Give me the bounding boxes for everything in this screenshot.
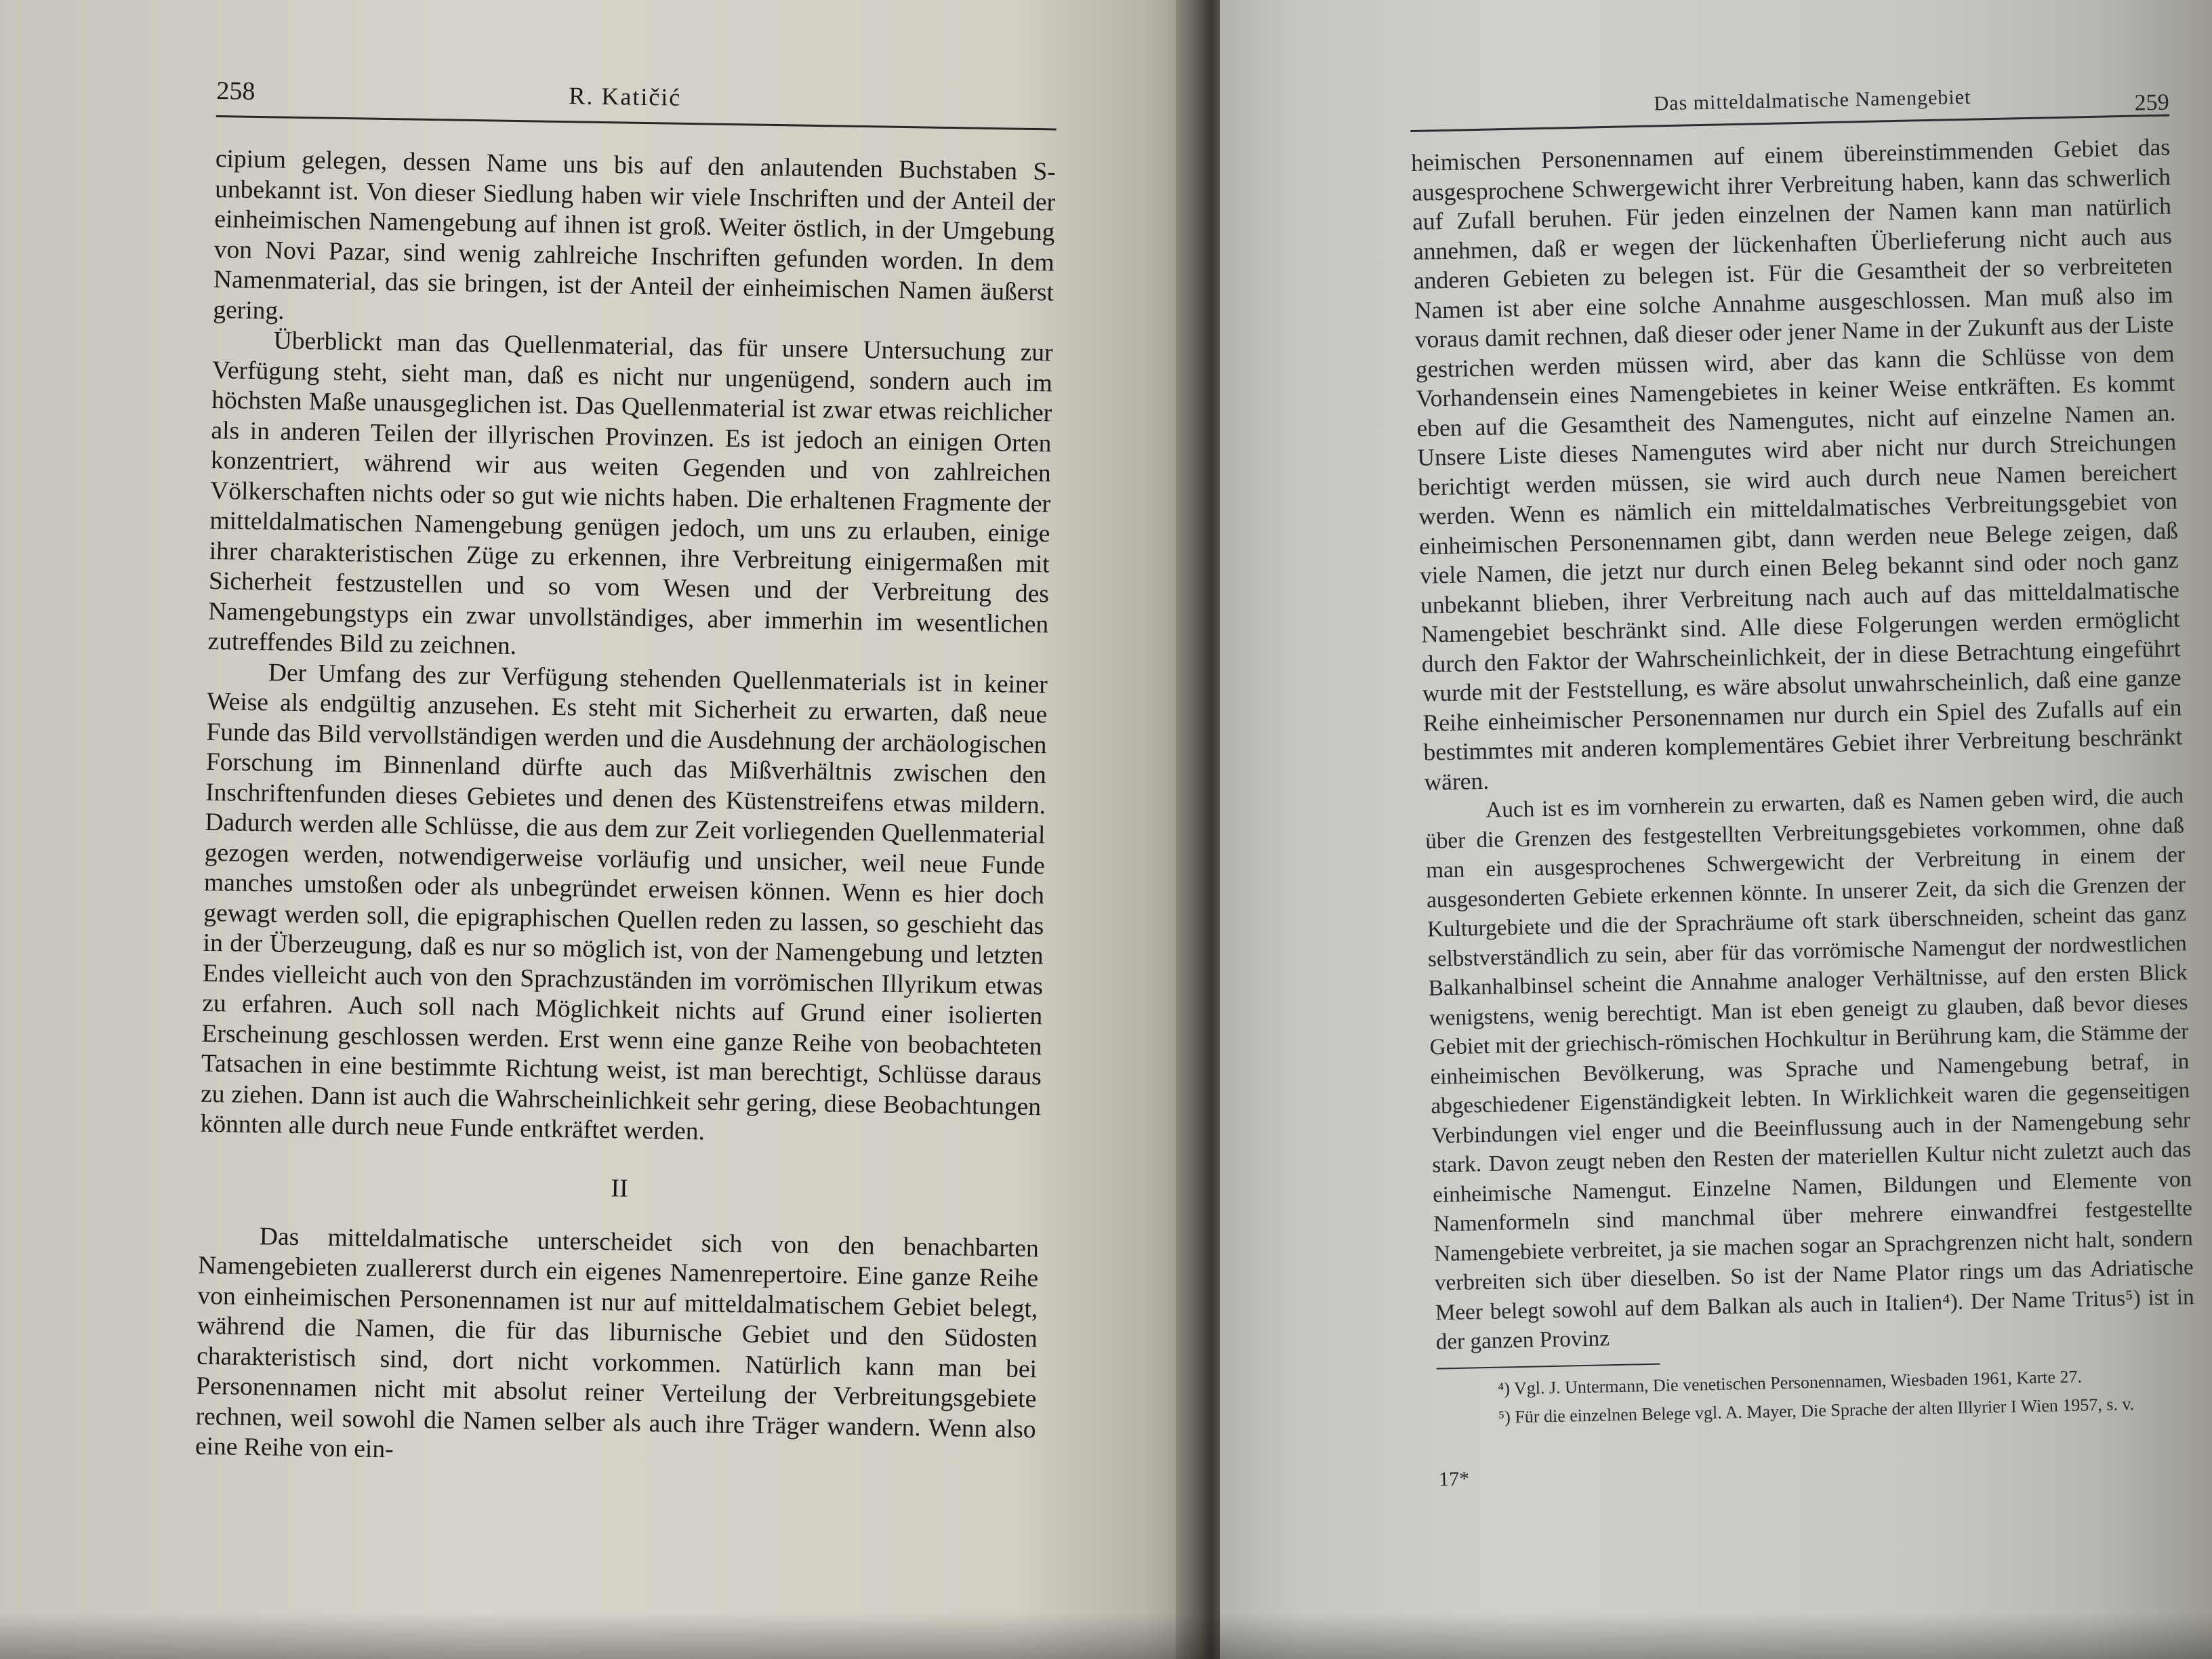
- page-number-left: 258: [216, 76, 255, 106]
- section-paragraph: Das mitteldalmatische unterscheidet sich von den benachbarten Namengebieten zuallererst durch ein eigenes Namenrepertoire. Eine ganze Reihe von einheimischen Personennamen ist nur auf mitteldalmatischem Gebiet belegt, während die Namen, die für das liburnische Gebiet und den Südosten charakteristisch sind, dort nicht vorkommen. Natürlich kann man bei Personennamen nicht mit absolut reiner Verteilung der Verbreitungsgebiete rechnen, weil sowohl die Namen selber als auch ihre Träger wandern. Wenn also eine Reihe von ein-: [194, 1222, 1040, 1464]
- running-head-right: Das mitteldalmatische Namengebiet: [1654, 85, 1971, 115]
- right-page-content: [1410, 73, 2198, 1492]
- running-head-left: R. Katičić: [569, 82, 682, 111]
- signature-mark: 17*: [1438, 1467, 1470, 1491]
- right-paragraph-2: Auch ist es im vornherein zu erwarten, daß es Namen geben wird, die auch über die Grenzen des festgestellten Verbreitungsgebietes vorkommen, ohne daß man ein ausgesprochenes Schwergewicht der Verbreitung in einem der ausgesonderten Gebiete erkennen könnte. In unserer Zeit, da sich die Grenzen der Kulturgebiete und die der Sprachräume oft stark überschneiden, scheint das ganz selbstverständlich zu sein, aber für das vorrömische Namengut der nordwestlichen Balkanhalbinsel scheint die Annahme analoger Verhältnisse, auf den ersten Blick wenigstens, wenig berechtigt. Man ist eben geneigt zu glauben, daß bevor dieses Gebiet mit der griechisch-römischen Hochkultur in Berührung kam, die Stämme der einheimischen Bevölkerung, was Sprache und Namengebung betraf, in abgeschiedener Eigenständigkeit lebten. In Wirklichkeit waren die gegenseitigen Verbindungen viel enger und die Beeinflussung auch in der Namengebung sehr stark. Davon zeugt neben den Resten der materiellen Kultur nicht zuletzt auch das einheimische Namengut. Einzelne Namen, Bildungen und Elemente von Namenformeln sind manchmal über mehrere einwandfrei festgestellte Namengebiete verbreitet, ja sie machen sogar an Sprachgrenzen nicht halt, sondern verbreiten sich über dieselben. So ist der Name Plator rings um das Adriatische Meer belegt sowohl auf dem Balkan als auch in Italien⁴). Der Name Tritus⁵) ist in der ganzen Provinz: [1425, 783, 2194, 1355]
- footnote-rule: [1437, 1363, 1660, 1369]
- page-number-right: 259: [2134, 89, 2170, 116]
- right-page: [1220, 0, 2212, 1659]
- left-paragraph-3: Der Umfang des zur Verfügung stehenden Quellenmaterials ist in keiner Weise als endgültig anzusehen. Es steht mit Sicherheit zu erwarten, daß neue Funde das Bild vervollständigen werden und die Ausdehnung der archäologischen Forschung im Binnenland dürfte auch das Mißverhältnis zwischen den Inschriftenfunden dieses Gebietes und denen des Küstenstreifens etwas mildern. Dadurch werden alle Schlüsse, die aus dem zur Zeit vorliegenden Quellenmaterial gezogen werden, notwendigerweise vorläufig und unsicher, weil neue Funde manches umstoßen oder als unbegründet erweisen können. Wenn es hier doch gewagt werden soll, die epigraphischen Quellen reden zu lassen, so geschieht das in der Überzeugung, daß es nur so möglich ist, von der Namengebung und letzten Endes vielleicht auch von den Sprachzuständen im vorrömischen Illyrikum etwas zu erfahren. Auch soll nach Möglichkeit nichts auf Grund einer isolierten Erscheinung geschlossen werden. Erst wenn eine ganze Reihe von beobachteten Tatsachen in eine bestimmte Richtung weist, ist man berechtigt, Schlüsse daraus zu ziehen. Dann ist auch die Wahrscheinlichkeit sehr gering, diese Beobachtungen könnten alle durch neue Funde entkräftet werden.: [200, 658, 1048, 1146]
- footnote-4: ⁴) Vgl. J. Untermann, Die venetischen Personennamen, Wiesbaden 1961, Karte 27.: [1497, 1366, 2083, 1399]
- left-page-content: [195, 68, 1057, 1475]
- bottom-shadow: [0, 1613, 2212, 1659]
- right-paragraph-1: heimischen Personennamen auf einem übereinstimmenden Gebiet das ausgesprochene Schwergewicht ihrer Verbreitung haben, kann das schwerlich auf Zufall beruhen. Für jeden einzelnen der Namen kann man natürlich annehmen, daß er wegen der lückenhaften Überlieferung nicht auch aus anderen Gebieten zu belegen ist. Für die Gesamtheit der so verbreiteten Namen ist aber eine solche Annahme ausgeschlossen. Man muß also im voraus damit rechnen, daß dieser oder jener Name in der Zukunft aus der Liste gestrichen werden müssen wird, aber das kann die Schlüsse von dem Vorhandensein eines Namengebietes in keiner Weise entkräften. Es kommt eben auf die Gesamtheit des Namengutes, nicht auf einzelne Namen an. Unsere Liste dieses Namengutes wird aber nicht nur durch Streichungen berichtigt werden müssen, sie wird auch durch neue Namen bereichert werden. Wenn es nämlich ein mitteldalmatisches Verbreitungsgebiet von einheimischen Personennamen gibt, dann werden neue Belege zeigen, daß viele Namen, die jetzt nur durch einen Beleg bekannt sind oder noch ganz unbekannt blieben, ihrer Verbreitung nach auch auf das mitteldalmatische Namengebiet beschränkt sind. Alle diese Folgerungen werden ermöglicht durch den Faktor der Wahrscheinlichkeit, der in diese Betrachtung eingeführt wurde mit der Feststellung, es wäre absolut unwahrscheinlich, daß eine ganze Reihe einheimischer Personennamen nur durch ein Spiel des Zufalls auf ein bestimmtes mit anderen komplementäres Gebiet ihrer Verbreitung beschränkt wären.: [1410, 133, 2183, 796]
- section-heading: II: [611, 1173, 629, 1203]
- left-paragraph-1: cipium gelegen, dessen Name uns bis auf den anlautenden Buchstaben S- unbekannt ist. Von dieser Siedlung haben wir viele Inschriften und der Anteil der einheimischen Namengebung auf ihnen ist groß. Weiter östlich, in der Umgebung von Novi Pazar, sind wenig zahlreiche Inschriften gefunden worden. In dem Namenmaterial, das sie bringen, ist der Anteil der einheimischen Namen äußerst gering.: [213, 144, 1057, 325]
- left-paragraph-2: Überblickt man das Quellenmaterial, das für unsere Untersuchung zur Verfügung steht, sieht man, daß es nicht nur ungenügend, sondern auch im höchsten Maße unausgeglichen ist. Das Quellenmaterial ist zwar etwas reichlicher als in anderen Teilen der illyrischen Provinzen. Es ist jedoch an einigen Orten konzentriert, während wir aus weiten Gegenden und von zahlreichen Völkerschaften nichts oder so gut wie nichts haben. Die erhaltenen Fragmente der mitteldalmatischen Namengebung genügen jedoch, um uns zu erlauben, einige ihrer charakteristischen Züge zu erkennen, ihre Verbreitung einigermaßen mit Sicherheit festzustellen und so vom Wesen und der Verbreitung des Namengebungstyps ein zwar unvollständiges, aber immerhin im wesentlichen zutreffendes Bild zu zeichnen.: [207, 327, 1053, 661]
- footnote-5: ⁵) Für die einzelnen Belege vgl. A. Mayer, Die Sprache der alten Illyrier I Wien 1957, s. v.: [1498, 1393, 2135, 1427]
- left-page-header: [216, 68, 1057, 130]
- right-page-header: [1410, 73, 2169, 132]
